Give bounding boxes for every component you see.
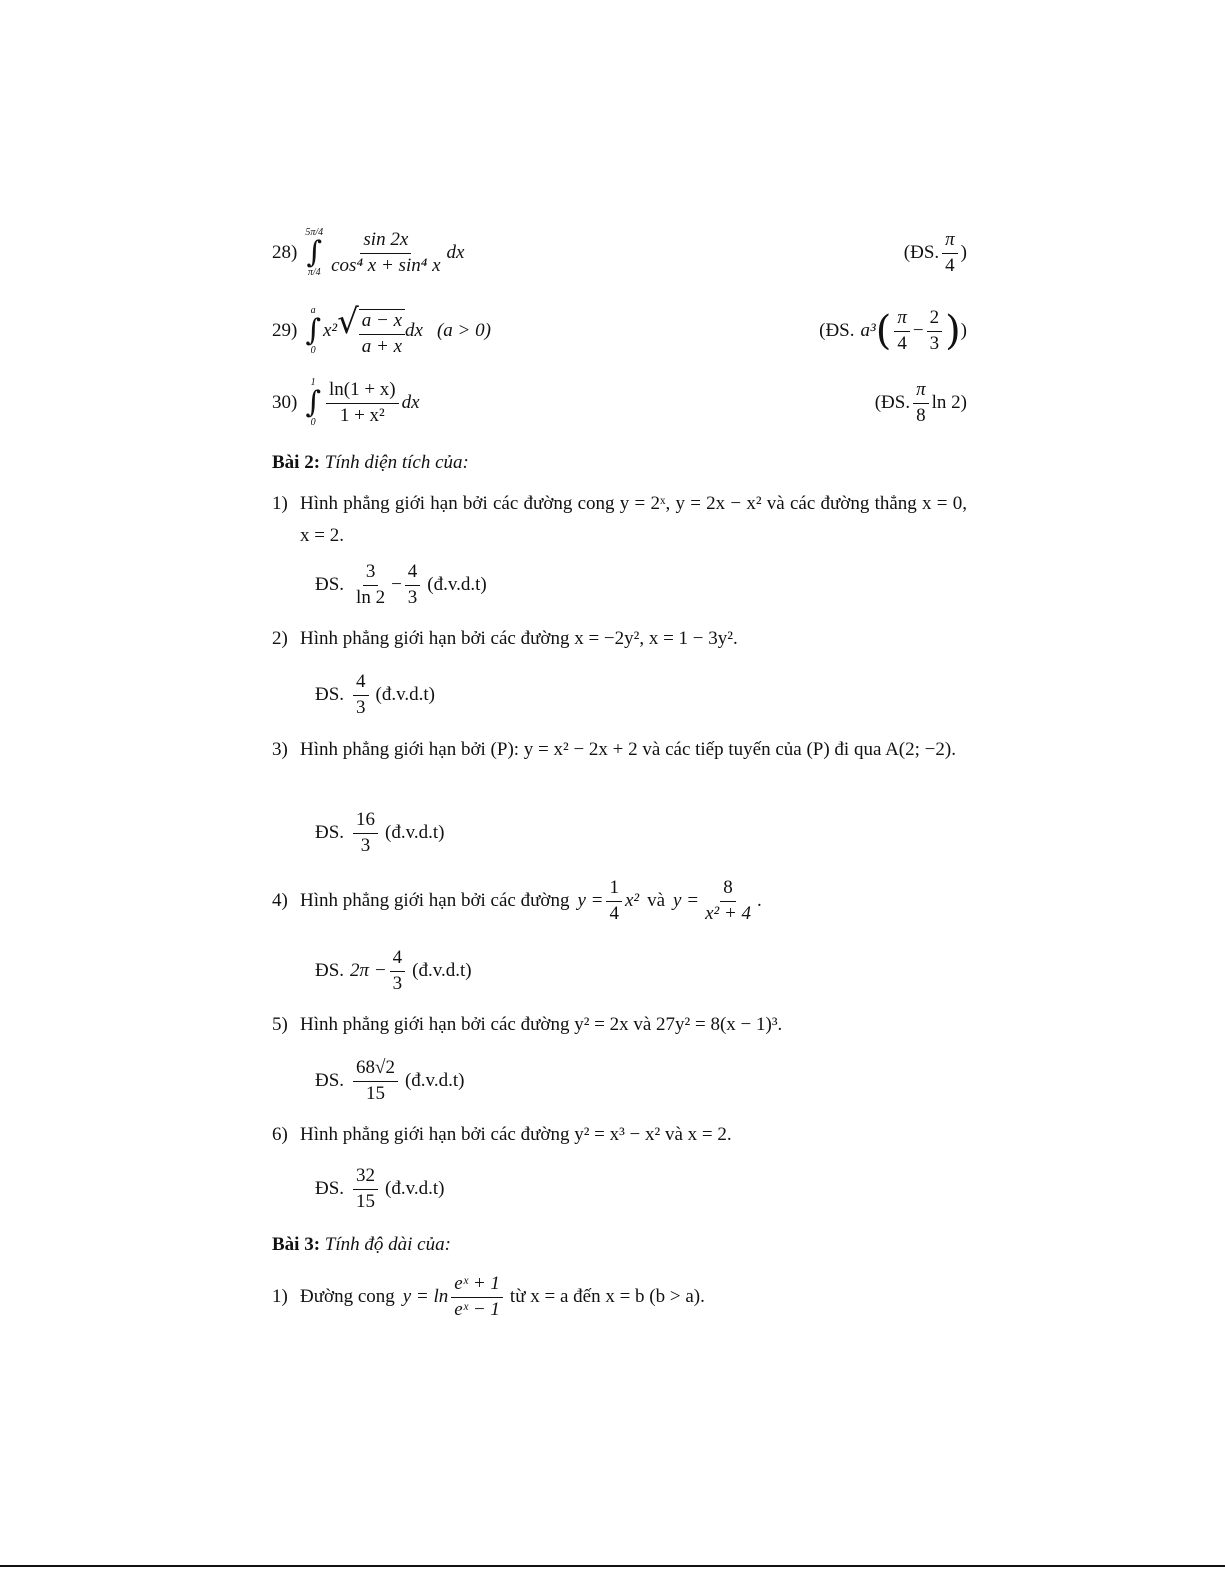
bai3-item-1: 1) Đường cong y = ln $\frac{\text{eˣ + 1}}{\text{eˣ − 1}}$ từ x = a đến x = b (b > a). (272, 1273, 705, 1320)
bai2-answer-2: ĐS. $\frac{4}{3}$ (đ.v.d.t) (315, 671, 435, 718)
integral-sign-icon: ∫ (306, 235, 323, 270)
exercise-number: 28) (272, 242, 298, 263)
bai2-answer-5: ĐS. $\frac{68√2}{15}$ (đ.v.d.t) (315, 1057, 465, 1104)
bai2-item-5: 5) Hình phẳng giới hạn bởi các đường y² = 2x và 27y² = 8(x − 1)³. (272, 1014, 783, 1035)
answer: (ĐS. $\frac{\pi}{8}$ ln 2 ) (874, 378, 967, 426)
bai2-answer-3: ĐS. $\frac{16}{3}$ (đ.v.d.t) (315, 809, 445, 856)
bai2-item-4: 4) Hình phẳng giới hạn bởi các đường y = $\frac{1}{4}$ x² và y = $\frac{8}{\text{x² + 4}}$ . (272, 877, 762, 924)
integral: 5π/4 ∫ π/4 (305, 227, 324, 278)
radical-icon: √ (337, 302, 359, 342)
bai2-item-6: 6) Hình phẳng giới hạn bởi các đường y² = x³ − x² và x = 2. (272, 1124, 732, 1145)
answer: (ĐS. a³ ( $\frac{\pi}{4}$ − $\frac{2}{3}$ ) ) (819, 307, 967, 355)
bai2-item-2: 2) Hình phẳng giới hạn bởi các đường x = −2y², x = 1 − 3y². (272, 628, 738, 649)
differential: dx (446, 242, 465, 263)
integrand-fraction: $\frac{\sin 2x}{\text{cos⁴ x + sin⁴ x}}$ (331, 228, 441, 276)
integrand-fraction: $\frac{\ln(1 + x)}{\text{1 + x²}}$ (326, 380, 399, 427)
integral-sign-icon: ∫ (305, 313, 321, 349)
exercise-29: 29) a ∫ 0 x² √ $\frac{a - x}{a + x}$ dx (a > 0) (ĐS. a³ ( $\frac{\pi}{4}$ − $\frac{2}{3}$ ) ) (272, 302, 967, 357)
bai2-item-1: 1) Hình phẳng giới hạn bởi các đường cong y = 2ˣ, y = 2x − x² và các đường thẳng x = 0, x = 2. (272, 493, 967, 546)
square-root: √ $\frac{a - x}{a + x}$ (337, 305, 405, 358)
bai2-item-3: 3) Hình phẳng giới hạn bởi (P): y = x² − 2x + 2 và các tiếp tuyến của (P) đi qua A(2; −2). (272, 739, 956, 760)
bai2-answer-1: ĐS. $\frac{3}{\ln 2}$ − $\frac{4}{3}$ (đ.v.d.t) (315, 561, 487, 608)
section-heading-bai-3: Bài 3: Tính độ dài của: (272, 1234, 451, 1255)
exercise-28 (272, 228, 967, 278)
section-heading-bai-2: Bài 2: Tính diện tích của: (272, 452, 469, 473)
integral-sign-icon: ∫ (305, 385, 321, 420)
bai2-answer-4: ĐS. 2π − $\frac{4}{3}$ (đ.v.d.t) (315, 947, 472, 994)
bai2-answer-6: ĐS. $\frac{32}{15}$ (đ.v.d.t) (315, 1165, 445, 1212)
integral: a ∫ 0 (305, 305, 321, 357)
answer: (ĐS. $\frac{\pi}{4}$ ) (903, 228, 967, 276)
exercise-number: 29) (272, 320, 298, 342)
exercise-30: 30) 1 ∫ 0 $\frac{\ln(1 + x)}{\text{1 + x²}}$ dx (ĐS. $\frac{\pi}{8}$ ln 2 ) (272, 377, 967, 428)
exercise-number: 30) (272, 392, 298, 413)
integral: 1 ∫ 0 (305, 377, 321, 428)
page-bottom-rule (0, 1565, 1225, 1567)
